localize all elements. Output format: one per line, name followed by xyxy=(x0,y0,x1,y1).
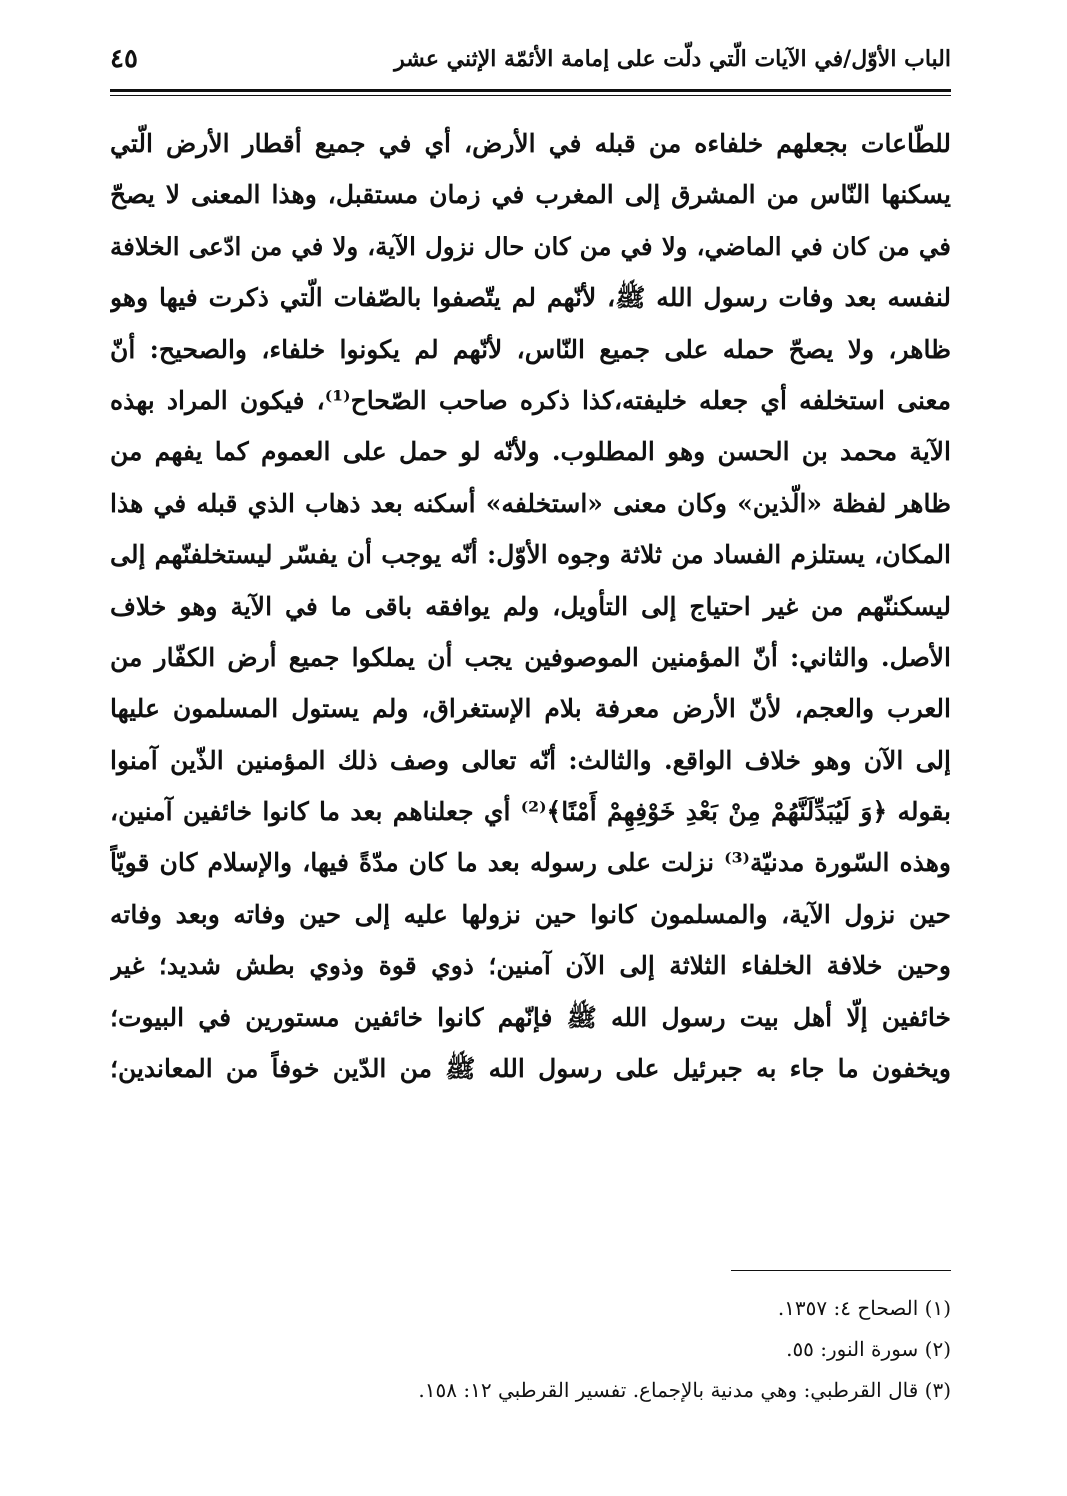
text-line: بقوله ﴿وَ لَيُبَدِّلَنَّهُمْ مِنْ بَعْدِ خَوْفِهِمْ أَمْنًا﴾⁽²⁾ أي جعلناهم بعد ما كانوا خائفين آمنين، xyxy=(110,797,951,827)
running-title: الباب الأوّل/في الآيات الّتي دلّت على إمامة الأئمّة الإثني عشر xyxy=(394,46,951,72)
text-line: معنى استخلفه أي جعله خليفته،كذا ذكره صاحب الصّحاح⁽¹⁾، فيكون المراد بهذه xyxy=(110,385,951,415)
page-number: ٤٥ xyxy=(110,44,138,74)
text-line: ظاهر، ولا يصحّ حمله على جميع النّاس، لأنّهم لم يكونوا خلفاء، والصحيح: أنّ xyxy=(110,334,951,364)
footnote-2: (٢) سورة النور: ٥٥. xyxy=(786,1337,951,1361)
text-line: خائفين إلّا أهل بيت رسول الله ﷺ فإنّهم كانوا خائفين مستورين في البيوت؛ xyxy=(110,1002,951,1032)
footnotes xyxy=(110,1288,951,1411)
text-line: وهذه السّورة مدنيّة⁽³⁾ نزلت على رسوله بعد ما كان مدّةً فيها، والإسلام كان قويّاً xyxy=(110,848,951,878)
text-line: المكان، يستلزم الفساد من ثلاثة وجوه الأوّل: أنّه يوجب أن يفسّر ليستخلفنّهم إلى xyxy=(110,540,951,570)
text-line: للطّاعات بجعلهم خلفاءه من قبله في الأرض، أي في جميع أقطار الأرض الّتي xyxy=(110,129,951,158)
text-line: حين نزول الآية، والمسلمون كانوا حين نزولها عليه إلى حين وفاته وبعد وفاته xyxy=(110,899,951,929)
text-line: العرب والعجم، لأنّ الأرض معرفة بلام الإستغراق، ولم يستول المسلمون عليها xyxy=(110,694,951,724)
body-text xyxy=(110,118,951,1094)
text-line: الآية محمد بن الحسن وهو المطلوب. ولأنّه لو حمل على العموم كما يفهم من xyxy=(110,437,951,467)
header-rule xyxy=(110,89,951,92)
footnote-rule xyxy=(731,1270,951,1271)
text-line: لنفسه بعد وفات رسول الله ﷺ، لأنّهم لم يتّصفوا بالصّفات الّتي ذكرت فيها وهو xyxy=(110,283,951,313)
footnote-3: (٣) قال القرطبي: وهي مدنية بالإجماع. تفسير القرطبي ١٢: ١٥٨. xyxy=(418,1378,951,1402)
footnote-1: (١) الصحاح ٤: ١٣٥٧. xyxy=(777,1296,951,1320)
text-line: إلى الآن وهو خلاف الواقع. والثالث: أنّه تعالى وصف ذلك المؤمنين الذّين آمنوا xyxy=(110,745,951,775)
text-line: ظاهر لفظة «الّذين» وكان معنى «استخلفه» أسكنه بعد ذهاب الذي قبله في هذا xyxy=(110,488,951,518)
header-rule-thin xyxy=(110,95,951,96)
text-line: يسكنها النّاس من المشرق إلى المغرب في زمان مستقبل، وهذا المعنى لا يصحّ xyxy=(110,180,951,210)
text-line: ويخفون ما جاء به جبرئيل على رسول الله ﷺ من الدّين خوفاً من المعاندين؛ xyxy=(110,1054,951,1084)
text-line: في من كان في الماضي، ولا في من كان حال نزول الآية، ولا في من ادّعى الخلافة xyxy=(110,231,951,261)
running-header xyxy=(110,38,951,88)
text-line: ليسكننّهم من غير احتياج إلى التأويل، ولم يوافقه باقى ما في الآية وهو خلاف xyxy=(110,591,951,621)
text-line: الأصل. والثاني: أنّ المؤمنين الموصوفين يجب أن يملكوا جميع أرض الكفّار من xyxy=(110,642,951,672)
text-line: وحين خلافة الخلفاء الثلاثة إلى الآن آمنين؛ ذوي قوة وذوي بطش شديد؛ غير xyxy=(110,951,951,981)
